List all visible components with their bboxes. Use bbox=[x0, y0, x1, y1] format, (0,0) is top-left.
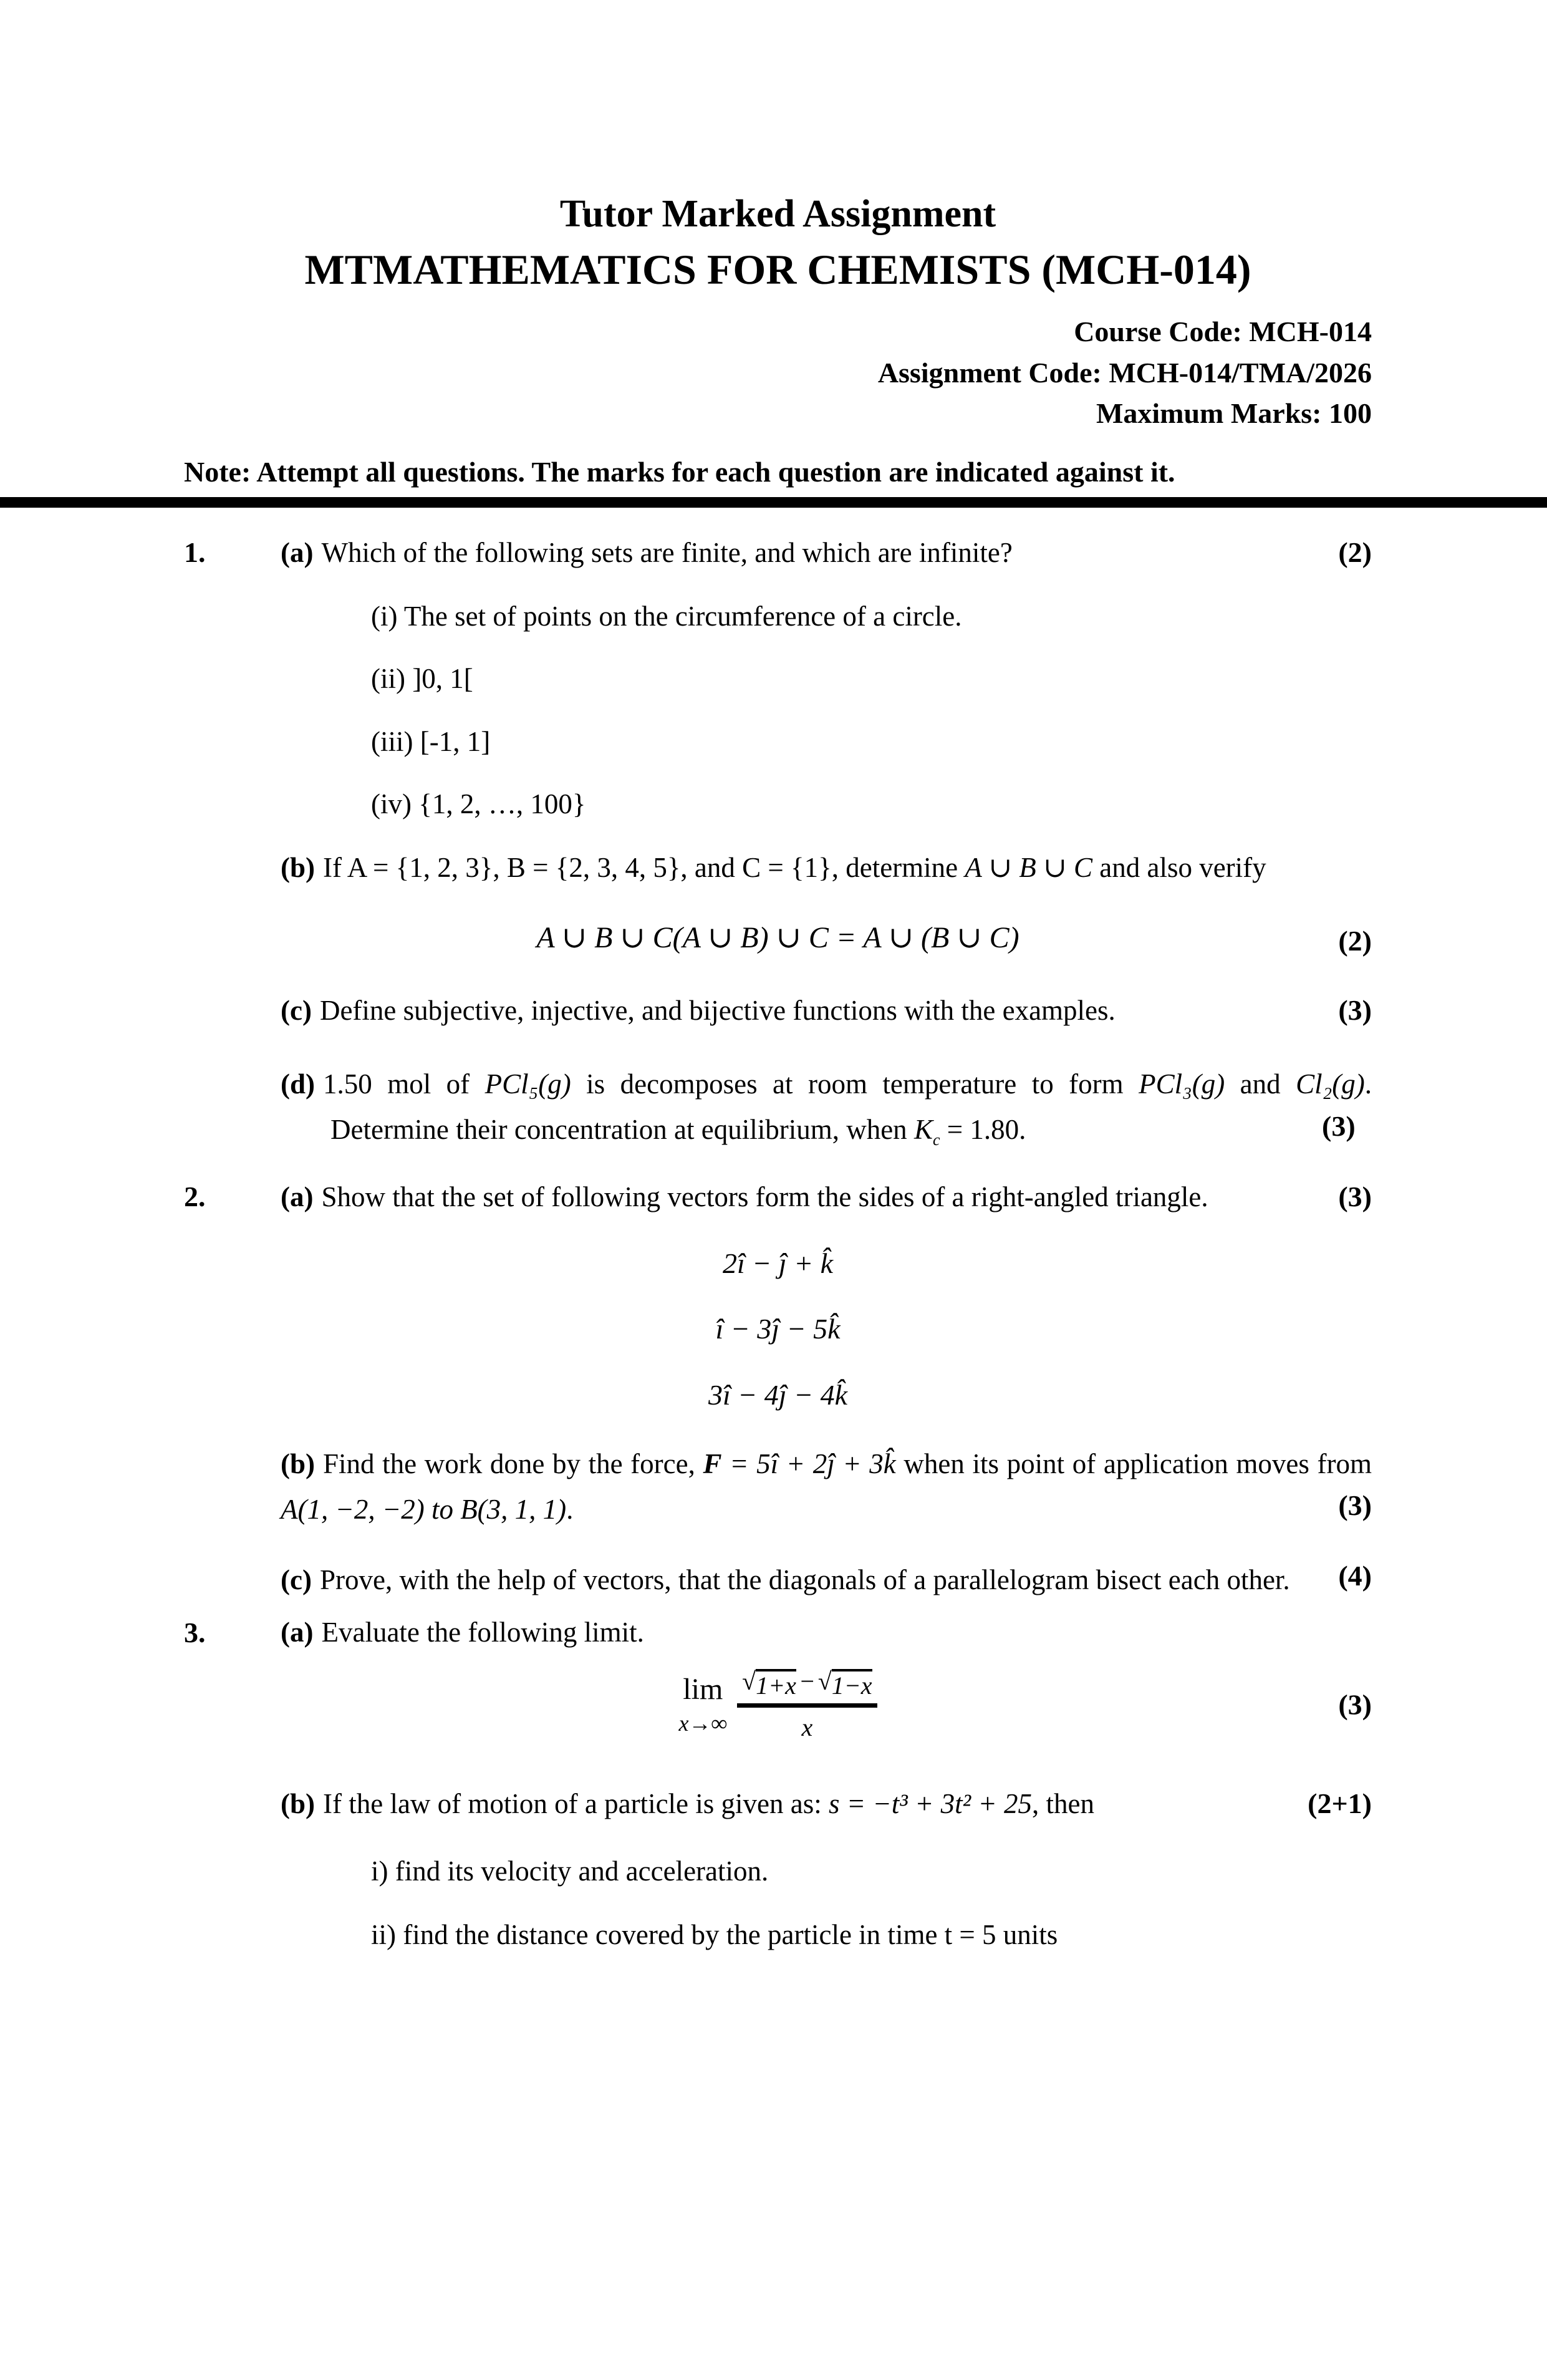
divider-rule bbox=[0, 497, 1547, 508]
maximum-marks: Maximum Marks: 100 bbox=[1096, 397, 1372, 430]
vector-line: 3î − 4ĵ − 4k̂ bbox=[708, 1378, 848, 1411]
q2b-mark: (3) bbox=[1338, 1489, 1372, 1521]
note-text: Note: Attempt all questions. The marks for each question are indicated against it. bbox=[184, 456, 1175, 488]
q3b-label: (b) bbox=[281, 1787, 315, 1819]
q1a-text: Which of the following sets are finite, and which are infinite? bbox=[321, 537, 1013, 569]
q2c-label: (c) bbox=[281, 1564, 312, 1596]
q2b-text: (b) Find the work done by the force, F = 5î + 2ĵ + 3k̂ when its point of application moves from A(1, −2, −2) to B(3, 1, 1). (3) bbox=[281, 1441, 1372, 1532]
assignment-code: Assignment Code: MCH-014/TMA/2026 bbox=[877, 356, 1372, 389]
limit-formula-row bbox=[184, 1666, 1372, 1741]
q1d-row bbox=[184, 1062, 1372, 1153]
motion-equation: s = −t³ + 3t² + 25 bbox=[829, 1787, 1032, 1819]
chem-formula-pcl3: PCl₃(g) bbox=[1139, 1068, 1225, 1100]
vector-line-row bbox=[184, 1311, 1372, 1347]
q2a-text: Show that the set of following vectors form the sides of a right-angled triangle. bbox=[321, 1181, 1208, 1213]
q3a-text: Evaluate the following limit. bbox=[321, 1617, 644, 1648]
q1d-text: (d) 1.50 mol of PCl₅(g) is decomposes at room temperature to form PCl₃(g) and Cl₂(g). Determine their concentration at equilibrium, when $K_c = 1.80$. (3) bbox=[281, 1068, 1372, 1149]
q2-number: 2. bbox=[184, 1181, 206, 1213]
q2a-mark: (3) bbox=[1338, 1181, 1372, 1213]
course-code: Course Code: MCH-014 bbox=[1074, 316, 1372, 348]
q2b-row bbox=[184, 1441, 1372, 1532]
fraction bbox=[737, 1666, 877, 1741]
q1b-row bbox=[184, 845, 1372, 891]
force-symbol: F bbox=[703, 1448, 722, 1480]
chem-formula-pcl5: PCl₅(g) bbox=[484, 1068, 571, 1100]
q1a-item: (i) The set of points on the circumference of a circle. bbox=[371, 601, 962, 632]
force-vector: = 5î + 2ĵ + 3k̂ bbox=[721, 1448, 896, 1480]
radical-sign: √ bbox=[817, 1666, 832, 1695]
q1a-mark: (2) bbox=[1338, 536, 1372, 569]
q1a-item: (iii) [-1, 1] bbox=[371, 725, 491, 757]
q1c-row bbox=[184, 992, 1372, 1029]
q1b-text: (b) If A = {1, 2, 3}, B = {2, 3, 4, 5}, and C = {1}, determine A ∪ B ∪ C and also verify bbox=[281, 852, 1266, 884]
q1a-label: (a) bbox=[281, 537, 314, 569]
q2a-row bbox=[184, 1178, 1372, 1216]
q2c-mark: (4) bbox=[1338, 1559, 1372, 1592]
radical-sign: √ bbox=[742, 1666, 756, 1695]
q1b-equation-row bbox=[184, 919, 1372, 957]
q1-number: 1. bbox=[184, 536, 206, 569]
q1a-item: (iv) {1, 2, …, 100} bbox=[371, 788, 586, 820]
vector-line-row bbox=[184, 1377, 1372, 1413]
page-title: Tutor Marked Assignment bbox=[559, 193, 996, 235]
limit-formula bbox=[678, 1666, 877, 1741]
vector-line: î − 3ĵ − 5k̂ bbox=[715, 1313, 841, 1345]
q1d-label: (d) bbox=[281, 1068, 315, 1100]
fraction-bar bbox=[737, 1703, 877, 1708]
q1b-label: (b) bbox=[281, 852, 315, 884]
q1b-mark: (2) bbox=[1338, 925, 1372, 957]
q3b-row: (b) If the law of motion of a particle is given as: s = −t³ + 3t² + 25, then (2+1) i) find its velocity and acceleration. ii) find the distance covered by the particle in time t = 5 units bbox=[184, 1785, 1372, 1952]
q2c-text: (c) Prove, with the help of vectors, that the diagonals of a parallelogram bisect each other. (4) bbox=[281, 1557, 1372, 1603]
vector-line: 2î − ĵ + k̂ bbox=[722, 1247, 834, 1279]
q2c-row bbox=[184, 1557, 1372, 1603]
q1c-text: Define subjective, injective, and bijective functions with the examples. bbox=[319, 995, 1116, 1027]
q3-number: 3. bbox=[184, 1617, 206, 1649]
q1c-label: (c) bbox=[281, 995, 312, 1027]
fraction-numerator bbox=[737, 1666, 877, 1703]
q1a-item: (ii) ]0, 1[ bbox=[371, 663, 473, 695]
fraction-denominator: x bbox=[801, 1713, 813, 1741]
q3a-row bbox=[184, 1614, 1372, 1652]
course-title: MTMATHEMATICS FOR CHEMISTS (MCH-014) bbox=[304, 246, 1251, 294]
q3b-mark: (2+1) bbox=[1308, 1787, 1372, 1819]
q2b-label: (b) bbox=[281, 1448, 315, 1480]
radicand: 1+x bbox=[756, 1669, 796, 1698]
q1c-mark: (3) bbox=[1338, 994, 1372, 1027]
header-meta bbox=[184, 311, 1372, 433]
lim-operator: lim bbox=[683, 1672, 723, 1706]
radicand: 1−x bbox=[832, 1669, 872, 1698]
set-expression: A ∪ B ∪ C bbox=[965, 852, 1092, 884]
kc-symbol: K bbox=[913, 1113, 933, 1145]
vector-line-row bbox=[184, 1246, 1372, 1282]
points-a-b: A(1, −2, −2) to B(3, 1, 1) bbox=[281, 1494, 567, 1526]
minus-operator: − bbox=[798, 1666, 816, 1695]
q3a-mark: (3) bbox=[1338, 1688, 1372, 1721]
assignment-page bbox=[184, 192, 1372, 1952]
lim-approach: x→∞ bbox=[678, 1710, 728, 1736]
q2a-label: (a) bbox=[281, 1181, 314, 1213]
q3b-item: ii) find the distance covered by the particle in time t = 5 units bbox=[371, 1918, 1058, 1950]
q3a-label: (a) bbox=[281, 1617, 314, 1648]
chem-formula-cl2: Cl₂(g) bbox=[1296, 1068, 1365, 1100]
set-equation: A ∪ B ∪ C(A ∪ B) ∪ C = A ∪ (B ∪ C) bbox=[536, 921, 1019, 954]
q1a-row bbox=[184, 534, 1372, 821]
q3b-item: i) find its velocity and acceleration. bbox=[371, 1855, 769, 1887]
